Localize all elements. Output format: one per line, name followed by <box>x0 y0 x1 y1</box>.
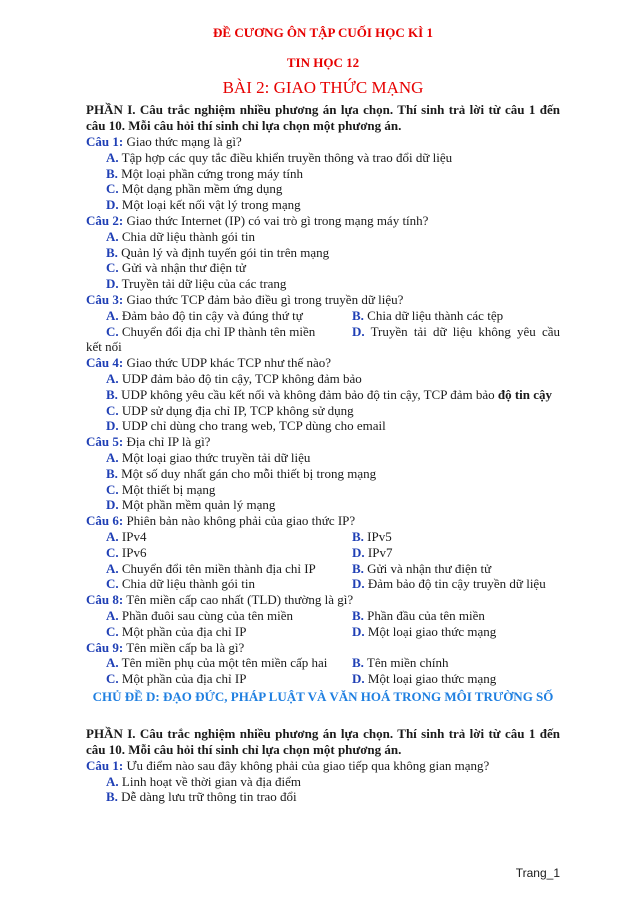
part1-intro: PHẦN I. Câu trắc nghiệm nhiều phương án lựa chọn. Thí sinh trả lời từ câu 1 đến câu 10. Mỗi câu hỏi thí sinh chỉ lựa chọn một phương án. <box>86 102 560 133</box>
q8-option-c: C. Một phần của địa chỉ IP <box>106 623 247 639</box>
q8-option-b: B. Phần đầu của tên miền <box>352 607 485 623</box>
lesson-title: BÀI 2: GIAO THỨC MẠNG <box>222 78 424 97</box>
topic-d-question-1: Câu 1: Ưu điểm nào sau đây không phải của giao tiếp qua không gian mạng? <box>86 757 490 773</box>
q9-option-c: C. Một phần của địa chỉ IP <box>106 671 247 687</box>
q7-option-c: C. Chia dữ liệu thành gói tin <box>106 576 255 592</box>
q7-option-b: B. Gửi và nhận thư điện tử <box>352 560 492 576</box>
question-6: Câu 6: Phiên bản nào không phải của giao thức IP? <box>86 513 356 529</box>
question-1 <box>86 134 560 150</box>
q7-options-cd <box>86 576 560 592</box>
q6-options-ab <box>86 529 560 545</box>
document-title: ĐỀ CƯƠNG ÔN TẬP CUỐI HỌC KÌ 1 <box>213 25 433 40</box>
subject-title: TIN HỌC 12 <box>286 55 360 70</box>
q3-option-c: C. Chuyển đổi địa chỉ IP thành tên miền <box>106 323 316 339</box>
q3-option-d: D. Truyền tải dữ liệu không yêu cầu <box>352 323 560 339</box>
q8-option-d: D. Một loại giao thức mạng <box>352 623 497 639</box>
question-9: Câu 9: Tên miền cấp ba là gì? <box>86 639 245 655</box>
question-8: Câu 8: Tên miền cấp cao nhất (TLD) thường là gì? <box>86 592 354 608</box>
topic-d-title: CHỦ ĐỀ D: ĐẠO ĐỨC, PHÁP LUẬT VÀ VĂN HOÁ TRONG MÔI TRƯỜNG SỐ <box>92 688 554 704</box>
q4-option-a: A. UDP đảm bảo độ tin cậy, TCP không đảm bảo <box>106 370 362 386</box>
q3-option-b: B. Chia dữ liệu thành các tệp <box>352 307 504 323</box>
q1-option-d: D. Một loại kết nối vật lý trong mạng <box>106 197 301 213</box>
topic-d-part1-intro: PHẦN I. Câu trắc nghiệm nhiều phương án lựa chọn. Thí sinh trả lời từ câu 1 đến câu 10. Mỗi câu hỏi thí sinh chỉ lựa chọn một phương án. <box>86 725 560 757</box>
q8-options-cd <box>86 624 560 640</box>
q9-options-ab <box>86 655 560 671</box>
q2-option-d: D. Truyền tải dữ liệu của các trang <box>106 276 287 292</box>
q4-option-b: B. UDP không yêu cầu kết nối và không đảm bảo độ tin cậy, TCP đảm bảo độ tin cậy <box>106 386 553 402</box>
question-text: Giao thức mạng là gì? <box>123 134 242 149</box>
q5-option-c: C. Một thiết bị mạng <box>106 481 216 497</box>
q4-option-c: C. UDP sử dụng địa chỉ IP, TCP không sử dụng <box>106 402 354 418</box>
q9-options-cd <box>86 671 560 687</box>
q9-option-d: D. Một loại giao thức mạng <box>352 671 497 687</box>
q3-option-a: A. Đảm bảo độ tin cậy và đúng thứ tự <box>106 307 303 323</box>
q2-option-a: A. Chia dữ liệu thành gói tin <box>106 228 255 244</box>
q5-option-d: D. Một phần mềm quản lý mạng <box>106 497 276 513</box>
q7-options-ab <box>86 561 560 577</box>
q7-option-d: D. Đảm bảo độ tin cậy truyền dữ liệu <box>352 576 546 592</box>
q5-option-a: A. Một loại giao thức truyền tải dữ liệu <box>106 449 311 465</box>
question-3: Câu 3: Giao thức TCP đảm bảo điều gì trong truyền dữ liệu? <box>86 291 404 307</box>
q5-option-b: B. Một số duy nhất gán cho mỗi thiết bị trong mạng <box>106 465 377 481</box>
q1-option-b: B. Một loại phần cứng trong máy tính <box>106 165 303 181</box>
question-5: Câu 5: Địa chỉ IP là gì? <box>86 434 211 450</box>
q7-option-a: A. Chuyển đổi tên miền thành địa chỉ IP <box>106 560 316 576</box>
q6-option-c: C. IPv6 <box>106 544 147 560</box>
q6-option-d: D. IPv7 <box>352 544 393 560</box>
q9-option-a: A. Tên miền phụ của một tên miền cấp hai <box>106 655 328 671</box>
question-number: Câu 1: <box>86 134 124 149</box>
q8-option-a: A. Phần đuôi sau cùng của tên miền <box>106 607 294 623</box>
q6-options-cd <box>86 545 560 561</box>
q2-option-b: B. Quản lý và định tuyến gói tin trên mạng <box>106 244 330 260</box>
q8-options-ab <box>86 608 560 624</box>
question-2: Câu 2: Giao thức Internet (IP) có vai trò gì trong mạng máy tính? <box>86 212 429 228</box>
page-number: Trang_1 <box>515 866 560 880</box>
q6-option-a: A. IPv4 <box>106 528 147 544</box>
question-4: Câu 4: Giao thức UDP khác TCP như thế nào? <box>86 355 332 371</box>
q3-options-cd <box>86 324 560 340</box>
document-page <box>86 24 560 805</box>
q9-option-b: B. Tên miền chính <box>352 655 449 671</box>
q3-option-d-cont: kết nối <box>86 339 122 355</box>
q2-option-c: C. Gửi và nhận thư điện tử <box>106 260 246 276</box>
q1-option-a: A. Tập hợp các quy tắc điều khiển truyền thông và trao đổi dữ liệu <box>106 149 453 165</box>
topic-d-q1-option-b: B. Dễ dàng lưu trữ thông tin trao đổi <box>106 789 297 805</box>
q1-option-c: C. Một dạng phần mềm ứng dụng <box>106 181 283 197</box>
q3-options-ab <box>86 308 560 324</box>
topic-d-q1-option-a: A. Linh hoạt về thời gian và địa điểm <box>106 773 301 789</box>
q6-option-b: B. IPv5 <box>352 528 392 544</box>
q4-option-d: D. UDP chỉ dùng cho trang web, TCP dùng cho email <box>106 418 386 434</box>
